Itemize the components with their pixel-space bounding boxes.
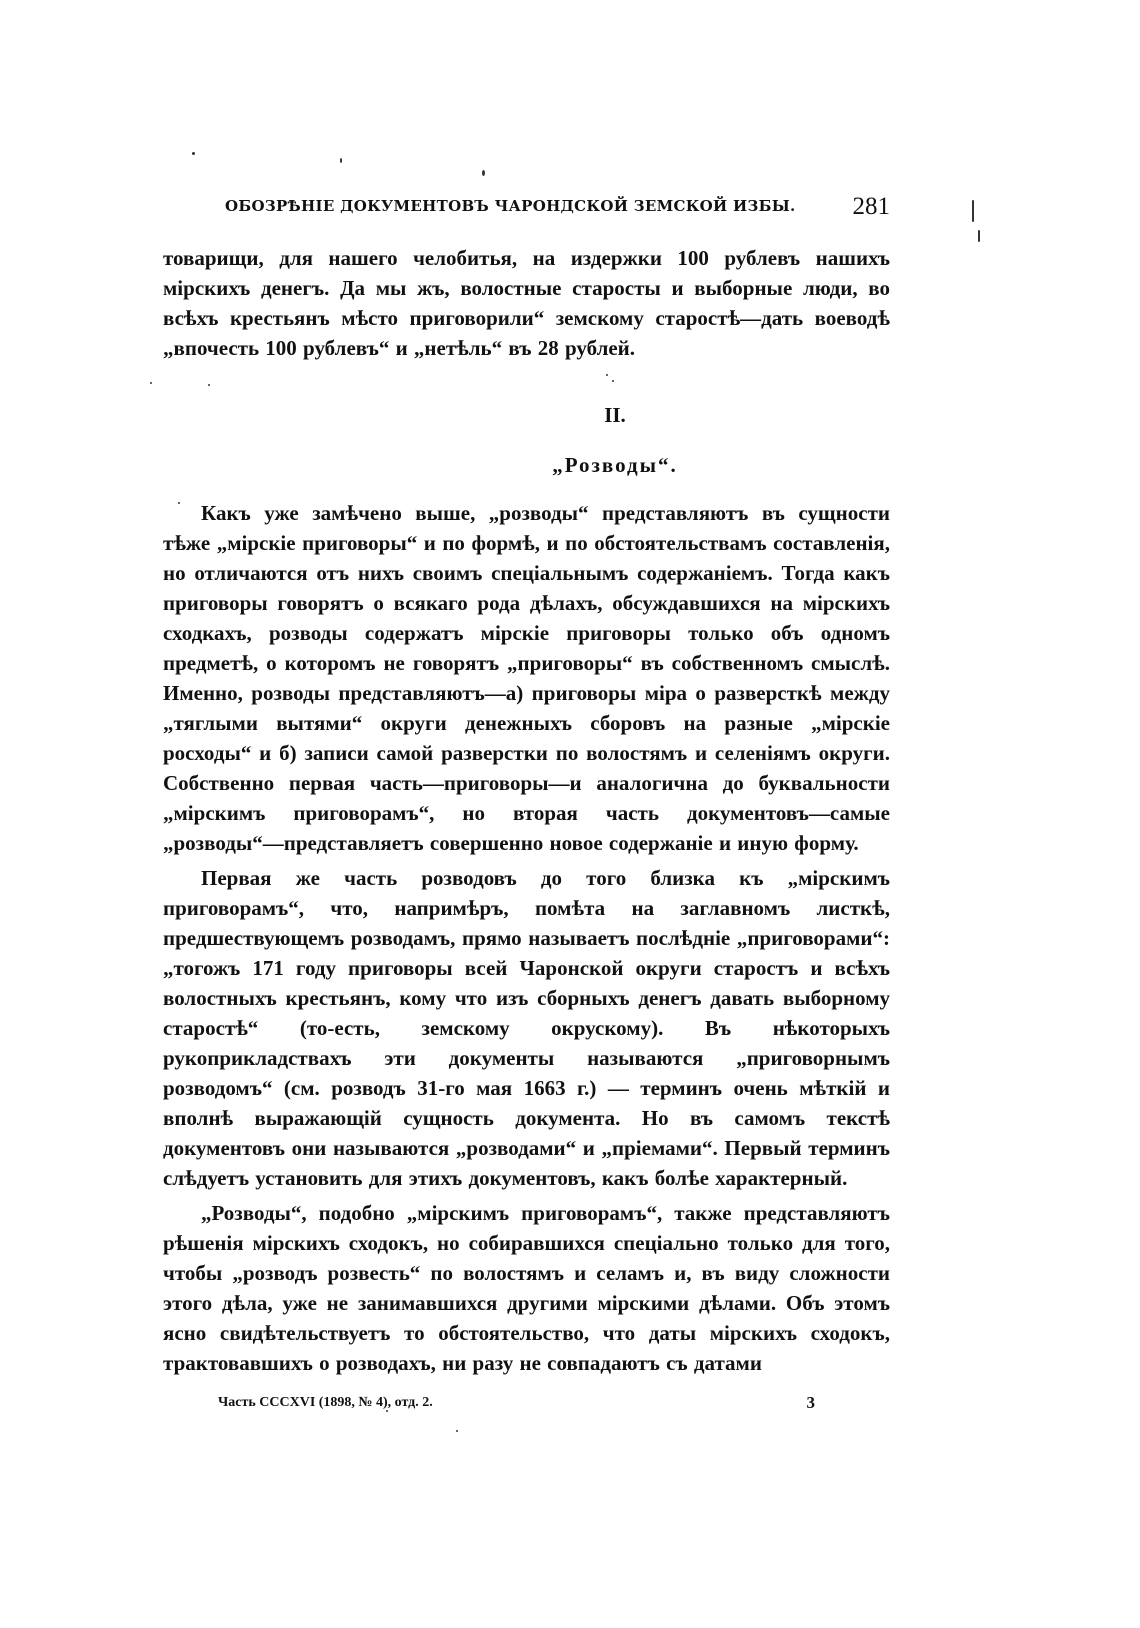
scan-speck [340, 158, 342, 163]
signature-mark: 3 [806, 1393, 815, 1412]
scan-speck [612, 380, 614, 382]
scan-speck [456, 1430, 458, 1432]
section-title: „Розводы“. [552, 453, 678, 477]
page-number: 281 [852, 193, 890, 220]
body-text [163, 498, 890, 1383]
intro-text [163, 243, 890, 363]
running-head [225, 193, 890, 225]
scan-speck [150, 382, 152, 384]
scan-speck [482, 170, 485, 176]
body-paragraph: Какъ уже замѣчено выше, „розводы“ представляютъ въ сущности тѣже „мірскіе приговоры“ и по формѣ, и по обстоятельствамъ составленія, но отличаются отъ нихъ своимъ спеціальнымъ содержаніемъ. Тогда какъ приговоры говорятъ о всякаго рода дѣлахъ, обсуждавшихся на мірскихъ сходкахъ, розводы содержатъ мірскіе приговоры только объ одномъ предметѣ, о которомъ не говорятъ „приговоры“ въ собственномъ смыслѣ. Именно, розводы представляютъ—а) приговоры міра о разверсткѣ между „тяглыми вытями“ округи денежныхъ сборовъ на разные „мірскіе росходы“ и б) записи самой разверстки по волостямъ и селеніямъ округи. Собственно первая часть—приговоры—и аналогична до буквальности „мірскимъ приговорамъ“, но вторая часть документовъ—самые „розводы“—представляетъ совершенно новое содержаніе и иную форму. [163, 501, 890, 855]
scan-speck [972, 200, 974, 222]
scan-speck [978, 230, 980, 242]
scan-speck [606, 374, 608, 376]
intro-paragraph: товарищи, для нашего челобитья, на издержки 100 рублевъ нашихъ мірскихъ денегъ. Да мы жъ, волостные старосты и выборные люди, во всѣхъ крестьянъ мѣсто приговорили“ земскому старостѣ—дать воеводѣ „впочесть 100 рублевъ“ и „нетѣль“ въ 28 рублей. [163, 246, 890, 360]
section-numeral: II. [604, 403, 626, 427]
running-title: ОБОЗРѢНІЕ ДОКУМЕНТОВЪ ЧАРОНДСКОЙ ЗЕМСКОЙ ИЗБЫ. [225, 197, 796, 215]
page-footer [218, 1393, 815, 1417]
body-paragraph: „Розводы“, подобно „мірскимъ приговорамъ“, также представляютъ рѣшенія мірскихъ сходокъ, но собиравшихся спеціально только для того, чтобы „розводъ розвесть“ по волостямъ и селамъ и, въ виду сложности этого дѣла, уже не занимавшихся другими мірскими дѣлами. Объ этомъ ясно свидѣтельствуетъ то обстоятельство, что даты мірскихъ сходокъ, трактовавшихъ о розводахъ, ни разу не совпадаютъ съ датами [163, 1201, 890, 1375]
scan-speck [192, 152, 195, 155]
body-paragraph: Первая же часть розводовъ до того близка къ „мірскимъ приговорамъ“, что, напримѣръ, помѣта на заглавномъ листкѣ, предшествующемъ розводамъ, прямо называетъ послѣдніе „приговорами“: „тогожъ 171 году приговоры всей Чаронской округи старостъ и всѣхъ волостныхъ крестьянъ, кому что изъ сборныхъ денегъ давать выборному старостѣ“ (то-есть, земскому окрускому). Въ нѣкоторыхъ рукоприкладствахъ эти документы называются „приговорнымъ розводомъ“ (см. розводъ 31-го мая 1663 г.) — терминъ очень мѣткій и вполнѣ выражающій сущность документа. Но въ самомъ текстѣ документовъ они называются „розводами“ и „пріемами“. Первый терминъ слѣдуетъ установить для этихъ документовъ, какъ болѣе характерный. [163, 866, 890, 1190]
signature-line: Часть CCCXVI (1898, № 4), отд. 2. [218, 1395, 433, 1410]
scan-speck [208, 384, 210, 386]
